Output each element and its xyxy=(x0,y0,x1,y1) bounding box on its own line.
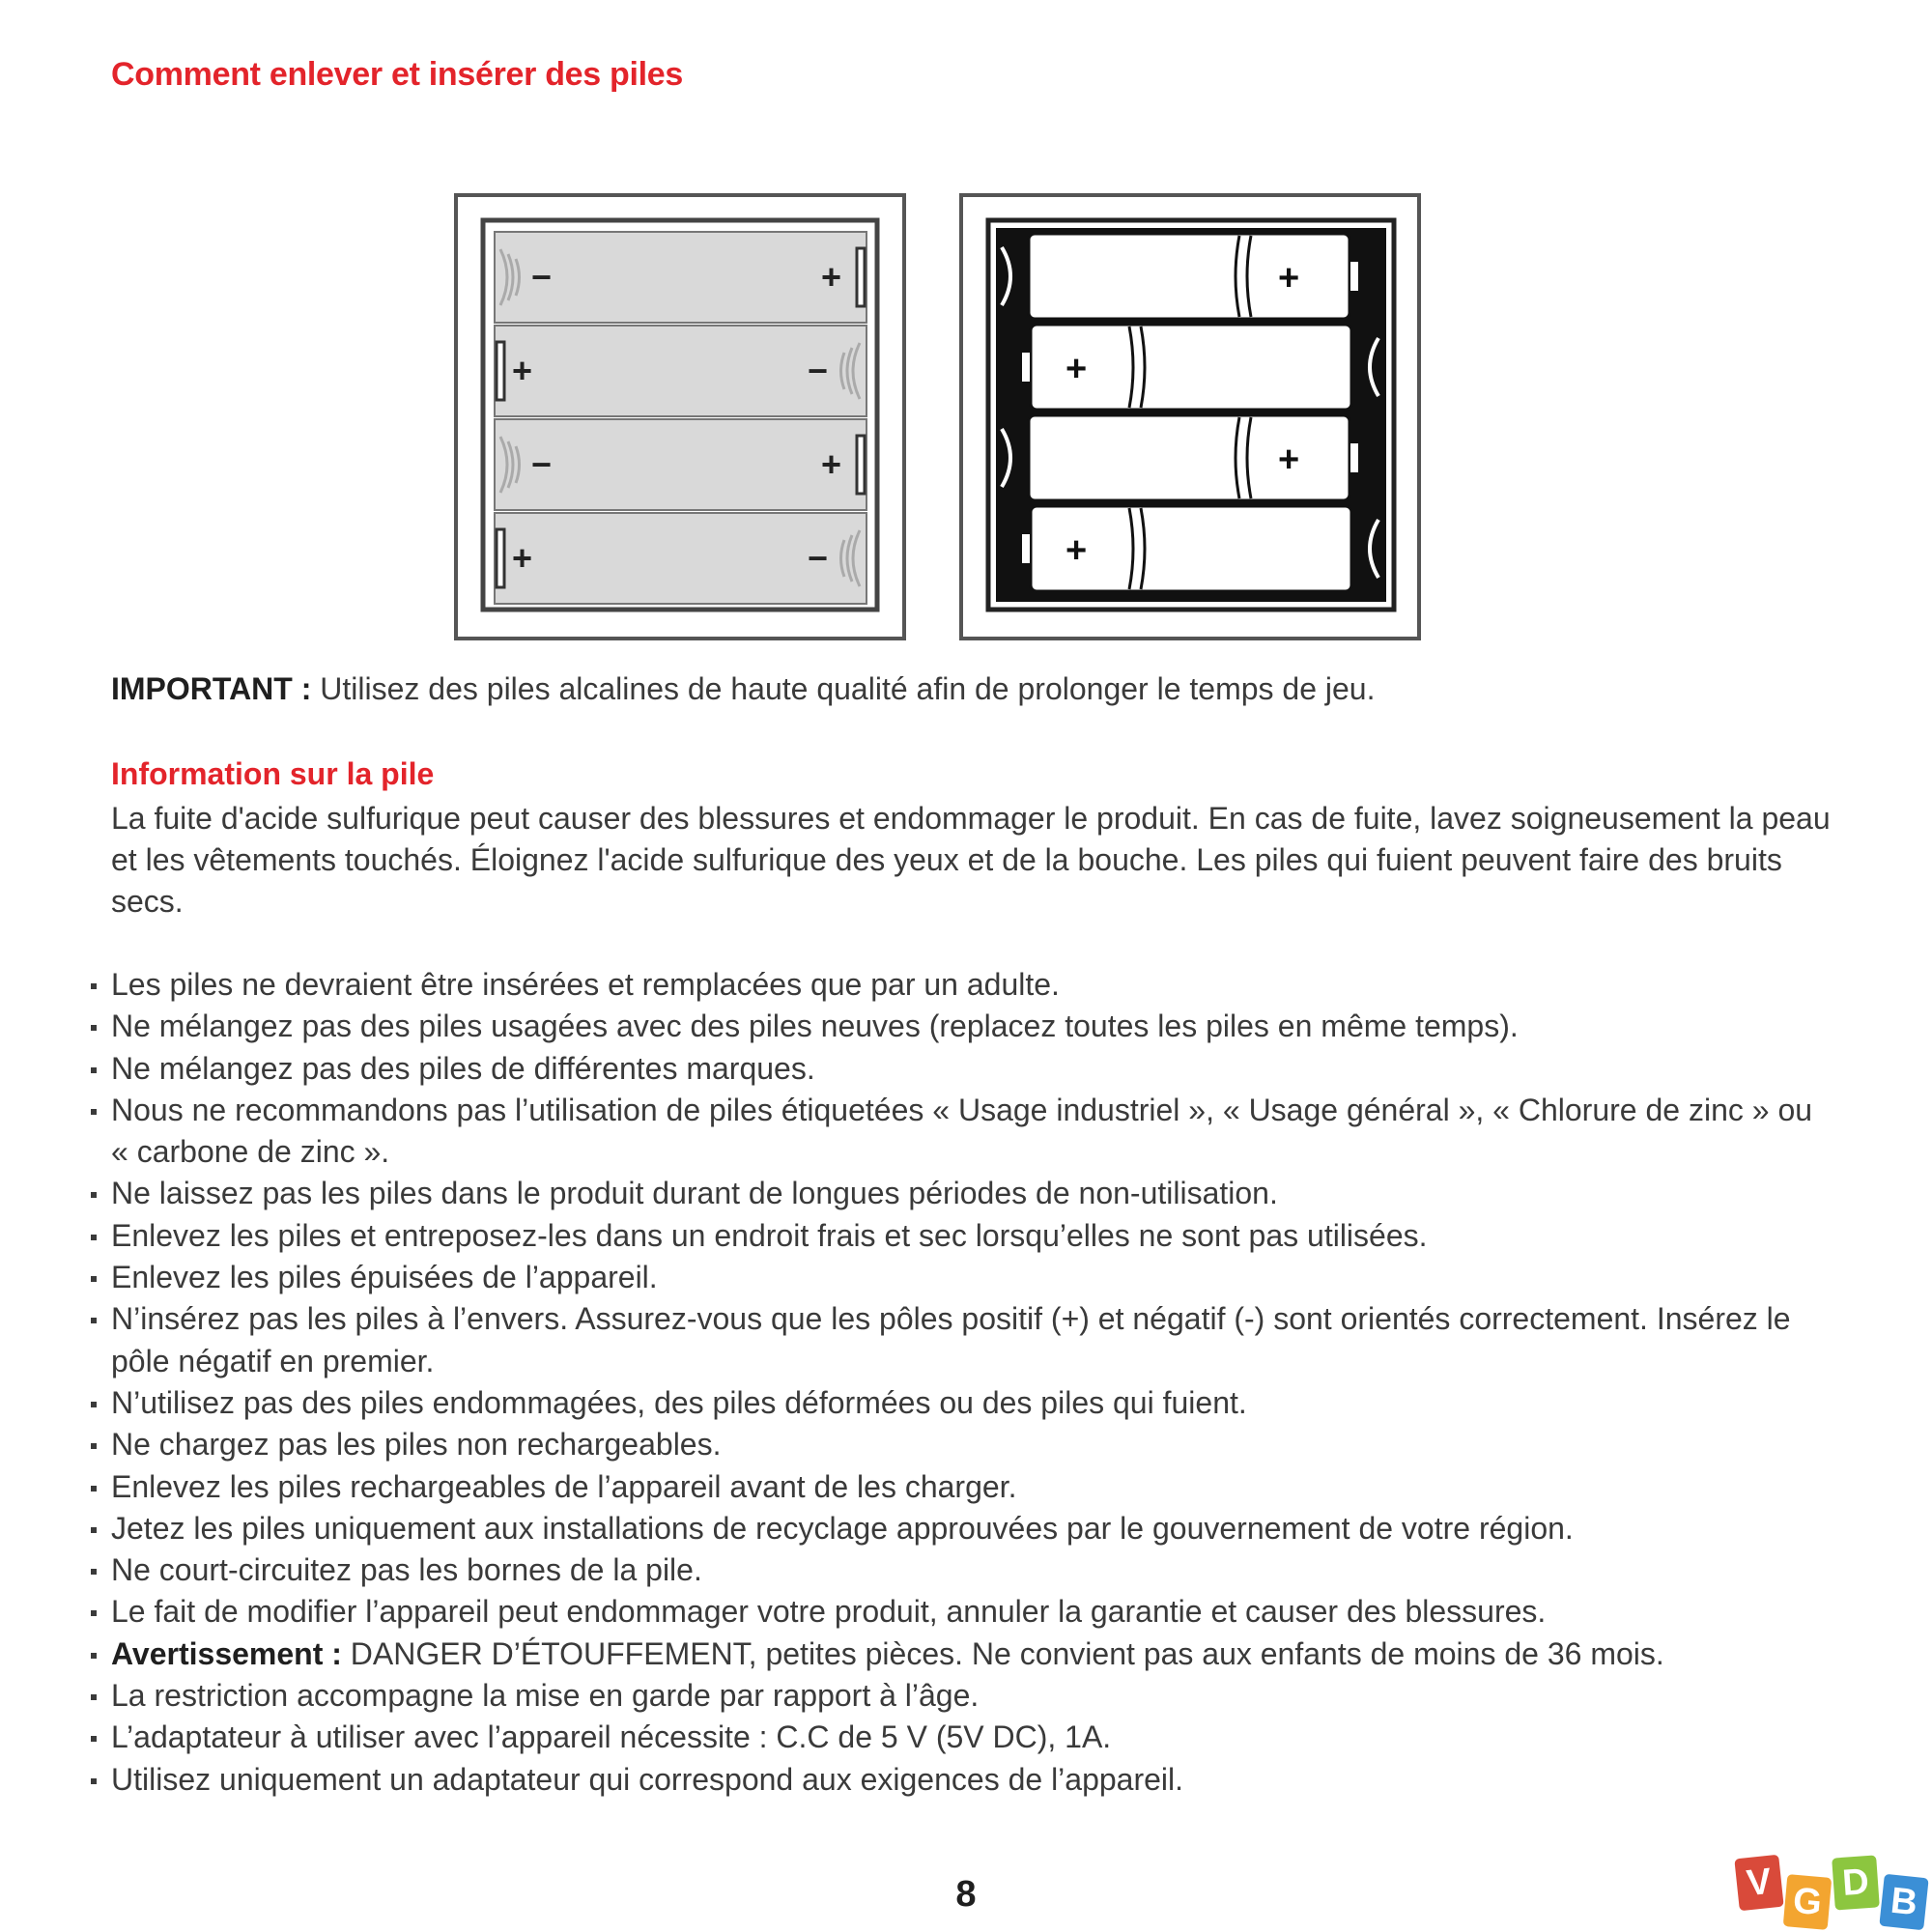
slot-2-right-pole: − xyxy=(808,351,829,390)
list-item: Le fait de modifier l’appareil peut endommager votre produit, annuler la garantie et causer des blessures. xyxy=(87,1591,1826,1633)
logo-letter-b: B xyxy=(1879,1874,1928,1931)
list-item: Ne court-circuitez pas les bornes de la pile. xyxy=(87,1549,1826,1591)
logo-letter-v: V xyxy=(1734,1855,1783,1912)
list-item: Utilisez uniquement un adaptateur qui correspond aux exigences de l’appareil. xyxy=(87,1759,1826,1801)
logo-letter-g: G xyxy=(1783,1874,1833,1930)
list-item: Enlevez les piles épuisées de l’appareil. xyxy=(87,1257,1826,1298)
list-item: L’adaptateur à utiliser avec l’appareil nécessite : C.C de 5 V (5V DC), 1A. xyxy=(87,1717,1826,1758)
list-item: Les piles ne devraient être insérées et remplacées que par un adulte. xyxy=(87,964,1826,1006)
battery-info-text: La fuite d'acide sulfurique peut causer des blessures et endommager le produit. En cas de fuite, lavez soigneusement la peau et les vêtements touchés. Éloignez l'acide sulfurique des yeux et de la bouche. Les piles qui fuient peuvent faire des bruits secs. xyxy=(111,801,1831,919)
warning-text: DANGER D’ÉTOUFFEMENT, petites pièces. Ne convient pas aux enfants de moins de 36 mois. xyxy=(341,1635,1664,1671)
list-item: Enlevez les piles rechargeables de l’appareil avant de les charger. xyxy=(87,1466,1826,1508)
battery-4 xyxy=(1021,506,1378,591)
slot-1-left-pole: − xyxy=(531,257,553,297)
battery-2 xyxy=(1021,325,1378,410)
list-item: Nous ne recommandons pas l’utilisation de piles étiquetées « Usage industriel », « Usage général », « Chlorure de zinc » ou « carbone de zinc ». xyxy=(87,1090,1826,1174)
list-item: La restriction accompagne la mise en garde par rapport à l’âge. xyxy=(87,1675,1826,1717)
list-item: Jetez les piles uniquement aux installations de recyclage approuvées par le gouvernement de votre région. xyxy=(87,1508,1826,1549)
list-item: N’utilisez pas des piles endommagées, des piles déformées ou des piles qui fuient. xyxy=(87,1382,1826,1424)
slot-3-left-pole: − xyxy=(531,444,553,484)
slot-3 xyxy=(495,419,867,510)
slot-3-right-pole: + xyxy=(821,444,842,484)
warning-label: Avertissement : xyxy=(111,1635,342,1671)
list-item: N’insérez pas les piles à l’envers. Assurez-vous que les pôles positif (+) et négatif (-) sont orientés correctement. Insérez le pôle négatif en premier. xyxy=(87,1298,1826,1382)
page-title: Comment enlever et insérer des piles xyxy=(111,56,684,93)
list-item: Ne laissez pas les piles dans le produit durant de longues périodes de non-utilisation. xyxy=(87,1173,1826,1214)
battery-2-plus: + xyxy=(1065,349,1088,389)
battery-info-title: Information sur la pile xyxy=(111,756,435,791)
slot-2 xyxy=(495,326,867,416)
slot-4-left-pole: + xyxy=(512,538,533,578)
battery-1 xyxy=(1002,234,1359,319)
list-item: Enlevez les piles et entreposez-les dans un endroit frais et sec lorsqu’elles ne sont pas utilisées. xyxy=(87,1215,1826,1257)
slot-4-right-pole: − xyxy=(808,538,829,578)
important-label: IMPORTANT : xyxy=(111,671,312,706)
slot-1-right-pole: + xyxy=(821,257,842,297)
list-item: Ne mélangez pas des piles usagées avec des piles neuves (replacez toutes les piles en même temps). xyxy=(87,1006,1826,1047)
warning-item xyxy=(87,1634,1826,1675)
slot-1 xyxy=(495,232,867,323)
list-item: Ne mélangez pas des piles de différentes marques. xyxy=(87,1048,1826,1090)
important-text: Utilisez des piles alcalines de haute qualité afin de prolonger le temps de jeu. xyxy=(311,671,1376,706)
page-number: 8 xyxy=(955,1874,977,1915)
battery-4-plus: + xyxy=(1065,530,1088,571)
logo-letter-d: D xyxy=(1832,1855,1880,1910)
empty-battery-compartment-figure xyxy=(454,193,906,640)
list-item: Ne chargez pas les piles non rechargeables. xyxy=(87,1424,1826,1465)
safety-list xyxy=(87,964,1826,1801)
slot-4 xyxy=(495,513,867,604)
vgdb-logo xyxy=(1737,1855,1930,1930)
loaded-battery-compartment-figure xyxy=(959,193,1421,640)
battery-3 xyxy=(1002,415,1359,500)
battery-1-plus: + xyxy=(1278,258,1300,298)
important-note xyxy=(111,671,1375,707)
battery-3-plus: + xyxy=(1278,440,1300,480)
slot-2-left-pole: + xyxy=(512,351,533,390)
